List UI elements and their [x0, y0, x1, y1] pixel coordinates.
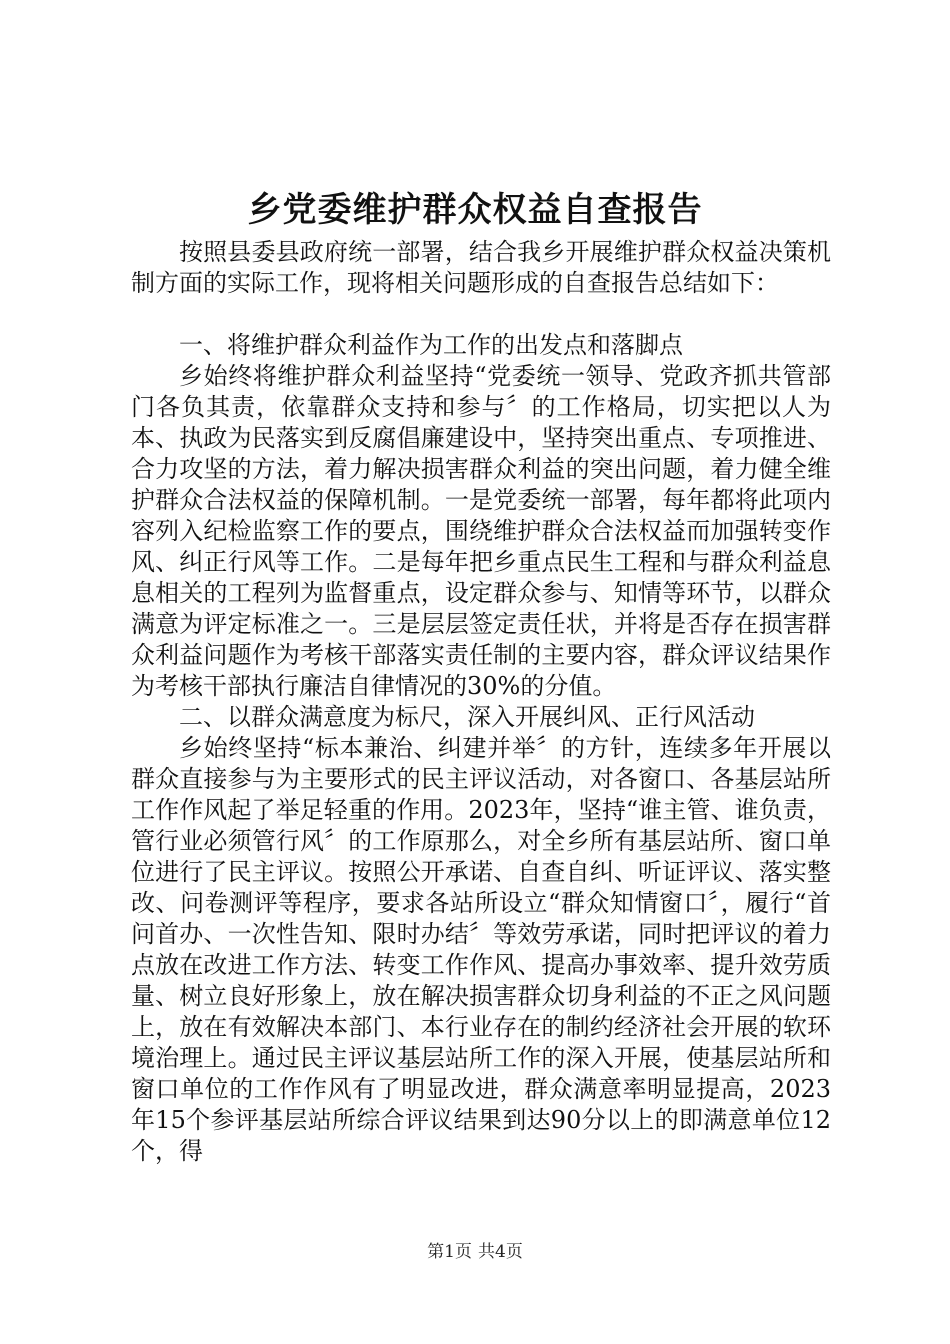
section-2-body: 乡始终坚持“标本兼治、纠建并举〞的方针，连续多年开展以群众直接参与为主要形式的民主评议活动，对各窗口、各基层站所工作作风起了举足轻重的作用。2023年，坚持“谁主管、谁负责，管行业必须管行风〞的工作原那么，对全乡所有基层站所、窗口单位进行了民主评议。按照公开承诺、自查自纠、听证评议、落实整改、问卷测评等程序，要求各站所设立“群众知情窗口〞，履行“首问首办、一次性告知、限时办结〞等效劳承诺，同时把评议的着力点放在改进工作方法、转变工作作风、提高办事效率、提升效劳质量、树立良好形象上，放在解决损害群众切身利益的不正之风问题上，放在有效解决本部门、本行业存在的制约经济社会开展的软环境治理上。通过民主评议基层站所工作的深入开展，使基层站所和窗口单位的工作作风有了明显改进，群众满意率明显提高，2023年15个参评基层站所综合评议结果到达90分以上的即满意单位12个，得: [131, 734, 831, 1165]
page-footer: [0, 1240, 950, 1264]
page-number-current: 第1页: [427, 1242, 472, 1262]
section-1-heading: 一、将维护群众利益作为工作的出发点和落脚点: [179, 331, 683, 359]
section-2-heading: 二、以群众满意度为标尺，深入开展纠风、正行风活动: [179, 703, 755, 731]
intro-paragraph: 按照县委县政府统一部署，结合我乡开展维护群众权益决策机制方面的实际工作，现将相关问题形成的自查报告总结如下：: [131, 238, 831, 297]
section-1-body: 乡始终将维护群众利益坚持“党委统一领导、党政齐抓共管部门各负其责，依靠群众支持和参与〞的工作格局，切实把以人为本、执政为民落实到反腐倡廉建设中，坚持突出重点、专项推进、合力攻坚的方法，着力解决损害群众利益的突出问题，着力健全维护群众合法权益的保障机制。一是党委统一部署，每年都将此项内容列入纪检监察工作的要点，围绕维护群众合法权益而加强转变作风、纠正行风等工作。二是每年把乡重点民生工程和与群众利益息息相关的工程列为监督重点，设定群众参与、知情等环节，以群众满意为评定标准之一。三是层层签定责任状，并将是否存在损害群众利益问题作为考核干部落实责任制的主要内容，群众评议结果作为考核干部执行廉洁自律情况的30%的分值。: [131, 362, 831, 700]
document-body: [131, 237, 831, 1167]
page-number-total: 共4页: [478, 1242, 523, 1262]
document-title: 乡党委维护群众权益自查报告: [247, 190, 703, 230]
